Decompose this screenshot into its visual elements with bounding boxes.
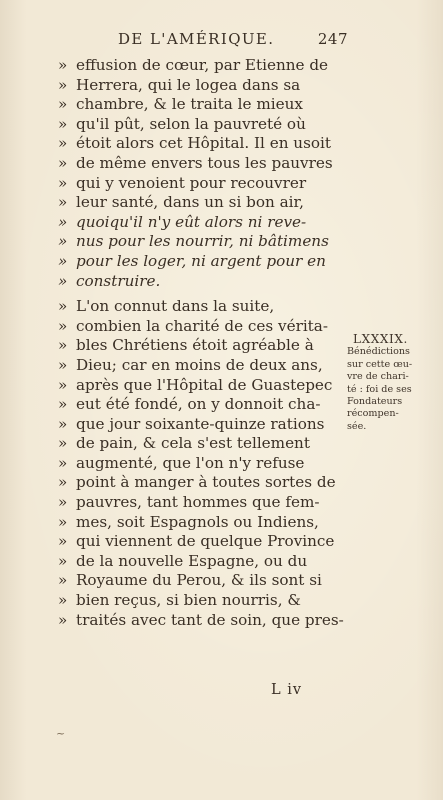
quote-mark: » bbox=[58, 532, 68, 551]
quote-mark: » bbox=[58, 473, 68, 492]
page-number: 247 bbox=[317, 30, 348, 48]
line-text: pauvres, tant hommes que fem- bbox=[76, 493, 320, 512]
note-line: Fondateurs bbox=[347, 396, 403, 408]
quote-mark: » bbox=[58, 591, 68, 610]
quote-mark: » bbox=[58, 251, 68, 270]
quote-mark: » bbox=[58, 355, 68, 374]
text-line bbox=[58, 317, 348, 337]
main-text bbox=[58, 56, 348, 630]
line-text: effusion de cœur, par Etienne de bbox=[76, 56, 329, 74]
quote-mark: » bbox=[58, 434, 68, 453]
line-text: de même envers tous les pauvres bbox=[76, 153, 333, 172]
text-line bbox=[58, 193, 348, 213]
line-text: après que l'Hôpital de Guastepec bbox=[76, 375, 333, 394]
line-text: nus pour les nourrir, ni bâtimens bbox=[76, 232, 329, 251]
quote-mark: » bbox=[58, 56, 68, 74]
quote-mark: » bbox=[58, 493, 68, 512]
quote-mark: » bbox=[58, 610, 68, 629]
text-line bbox=[58, 552, 348, 572]
text-line bbox=[58, 95, 348, 115]
text-line bbox=[58, 154, 348, 174]
line-text: combien la charité de ces vérita- bbox=[76, 316, 328, 335]
quote-mark: » bbox=[58, 153, 68, 172]
quote-mark: » bbox=[58, 571, 68, 590]
signature-mark: L iv bbox=[271, 682, 303, 698]
line-text: bles Chrétiens étoit agréable à bbox=[76, 336, 314, 355]
line-text: pour les loger, ni argent pour en bbox=[76, 251, 326, 270]
line-text: de pain, & cela s'est tellement bbox=[76, 434, 310, 453]
text-line bbox=[58, 415, 348, 435]
running-header bbox=[118, 30, 348, 48]
line-text: Dieu; car en moins de deux ans, bbox=[76, 355, 323, 374]
text-line bbox=[58, 252, 348, 272]
text-line bbox=[58, 513, 348, 533]
text-line bbox=[58, 272, 348, 292]
quote-mark: » bbox=[58, 414, 68, 433]
quote-mark: » bbox=[58, 95, 68, 114]
running-title: DE L'AMÉRIQUE. bbox=[118, 30, 275, 48]
quote-mark: » bbox=[58, 551, 68, 570]
text-line bbox=[58, 76, 348, 96]
quote-mark: » bbox=[58, 173, 68, 192]
text-line bbox=[58, 56, 348, 76]
text-line bbox=[58, 611, 348, 631]
note-line: sur cette œu- bbox=[347, 358, 413, 370]
text-line bbox=[58, 232, 348, 252]
text-line bbox=[58, 454, 348, 474]
line-text: eut été fondé, on y donnoit cha- bbox=[76, 395, 321, 414]
text-line bbox=[58, 174, 348, 194]
text-line bbox=[58, 532, 348, 552]
quote-mark: » bbox=[58, 336, 68, 355]
text-line bbox=[58, 115, 348, 135]
text-line bbox=[58, 297, 348, 317]
line-text: que jour soixante-quinze rations bbox=[76, 414, 325, 433]
text-line bbox=[58, 395, 348, 415]
quote-mark: » bbox=[58, 395, 68, 414]
quote-mark: » bbox=[58, 271, 68, 290]
line-text: mes, soit Espagnols ou Indiens, bbox=[76, 512, 319, 531]
text-line bbox=[58, 356, 348, 376]
quote-mark: » bbox=[58, 512, 68, 531]
quote-mark: » bbox=[58, 114, 68, 133]
text-line bbox=[58, 213, 348, 233]
line-text: traités avec tant de soin, que pres- bbox=[76, 610, 344, 629]
quote-mark: » bbox=[58, 75, 68, 94]
text-line bbox=[58, 434, 348, 454]
quote-mark: » bbox=[58, 453, 68, 472]
text-line bbox=[58, 336, 348, 356]
quote-mark: » bbox=[58, 134, 68, 153]
line-text: leur santé, dans un si bon air, bbox=[76, 193, 304, 212]
line-text: point à manger à toutes sortes de bbox=[76, 473, 336, 492]
note-number: LXXXIX. bbox=[353, 332, 408, 346]
text-line bbox=[58, 591, 348, 611]
quote-mark: » bbox=[58, 212, 68, 231]
text-line bbox=[58, 571, 348, 591]
line-text: étoit alors cet Hôpital. Il en usoit bbox=[76, 134, 331, 153]
quote-mark: » bbox=[58, 375, 68, 394]
quote-mark: » bbox=[58, 297, 68, 316]
line-text: construire. bbox=[76, 271, 161, 290]
text-line bbox=[58, 376, 348, 396]
note-line: Bénédictions bbox=[347, 346, 410, 358]
line-text: Royaume du Perou, & ils sont si bbox=[76, 571, 322, 590]
line-text: qui viennent de quelque Province bbox=[76, 532, 335, 551]
marginal-note bbox=[347, 333, 435, 433]
line-text: bien reçus, si bien nourris, & bbox=[76, 591, 301, 610]
note-line: té : foi de ses bbox=[347, 383, 412, 395]
line-text: qu'il pût, selon la pauvreté où bbox=[76, 114, 306, 133]
note-line: vre de chari- bbox=[347, 371, 409, 383]
quote-mark: » bbox=[58, 193, 68, 212]
note-line: sée. bbox=[347, 420, 367, 432]
note-line: récompen- bbox=[347, 408, 399, 420]
line-text: Herrera, qui le logea dans sa bbox=[76, 75, 301, 94]
line-text: quoiqu'il n'y eût alors ni reve- bbox=[76, 212, 307, 231]
margin-mark: ~ bbox=[56, 727, 66, 740]
line-text: de la nouvelle Espagne, ou du bbox=[76, 551, 308, 570]
line-text: L'on connut dans la suite, bbox=[76, 297, 275, 316]
quote-mark: » bbox=[58, 232, 68, 251]
line-text: augmenté, que l'on n'y refuse bbox=[76, 453, 305, 472]
text-line bbox=[58, 493, 348, 513]
line-text: chambre, & le traita le mieux bbox=[76, 95, 303, 114]
quote-mark: » bbox=[58, 316, 68, 335]
text-line bbox=[58, 473, 348, 493]
line-text: qui y venoient pour recouvrer bbox=[76, 173, 307, 192]
text-line bbox=[58, 134, 348, 154]
